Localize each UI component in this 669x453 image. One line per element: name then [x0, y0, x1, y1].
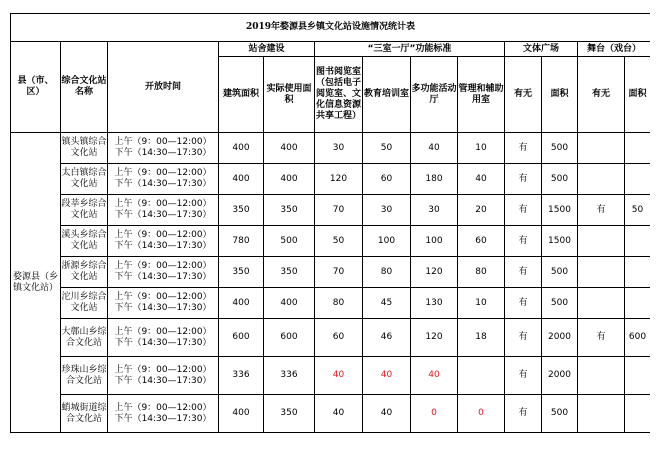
afternoon-hours: 下午（14:30—17:30）	[114, 337, 212, 348]
reading-room-cell: 80	[315, 288, 363, 319]
county-cell: 婺源县（乡镇文化站）	[11, 133, 61, 433]
square-has-cell: 有	[505, 288, 542, 319]
table-row	[11, 395, 651, 433]
reading-room-cell: 50	[315, 226, 363, 257]
station-name-cell: 浙源乡综合文化站	[61, 257, 108, 288]
used-area-cell: 500	[264, 226, 315, 257]
stage-has-cell	[578, 164, 625, 195]
building-area-cell: 400	[219, 164, 264, 195]
building-area-cell: 600	[219, 319, 264, 357]
square-area-cell: 1500	[542, 226, 578, 257]
table-row	[11, 195, 651, 226]
stage-area-cell	[625, 357, 651, 395]
stage-has-cell: 有	[578, 319, 625, 357]
square-has-cell: 有	[505, 133, 542, 164]
morning-hours: 上午（9：00—12:00）	[114, 137, 212, 147]
management-room-cell: 18	[458, 319, 505, 357]
table-row	[11, 357, 651, 395]
stage-has-cell: 有	[578, 195, 625, 226]
used-area-cell: 350	[264, 395, 315, 433]
station-name-cell: 镇头镇综合文化站	[61, 133, 108, 164]
statistics-sheet	[10, 13, 650, 453]
station-name-cell: 大鄣山乡综合文化站	[61, 319, 108, 357]
multi-function-hall-cell: 130	[411, 288, 458, 319]
training-room-cell: 80	[363, 257, 411, 288]
used-area-cell: 400	[264, 133, 315, 164]
stage-area-cell	[625, 257, 651, 288]
morning-hours: 上午（9：00—12:00）	[114, 199, 212, 209]
building-area-cell: 780	[219, 226, 264, 257]
table-title: 2019年婺源县乡镇文化站设施情况统计表	[11, 14, 651, 42]
square-area-cell: 500	[542, 395, 578, 433]
square-area-cell: 500	[542, 257, 578, 288]
stage-area-cell: 50	[625, 195, 651, 226]
square-has-cell: 有	[505, 226, 542, 257]
reading-room-cell: 70	[315, 195, 363, 226]
management-room-cell: 40	[458, 164, 505, 195]
management-room-cell: 20	[458, 195, 505, 226]
square-has-cell: 有	[505, 195, 542, 226]
used-area-cell: 336	[264, 357, 315, 395]
reading-room-cell: 120	[315, 164, 363, 195]
management-room-cell: 0	[458, 395, 505, 433]
stage-has-cell	[578, 226, 625, 257]
management-room-cell: 10	[458, 133, 505, 164]
afternoon-hours: 下午（14:30—17:30）	[114, 148, 212, 158]
training-room-cell: 100	[363, 226, 411, 257]
header-rooms-group: “三室一厅”功能标准	[315, 42, 505, 57]
stage-has-cell	[578, 395, 625, 433]
reading-room-cell: 70	[315, 257, 363, 288]
header-opening-hours: 开放时间	[108, 42, 219, 133]
square-has-cell: 有	[505, 319, 542, 357]
used-area-cell: 400	[264, 288, 315, 319]
opening-hours-cell	[108, 257, 219, 288]
building-area-cell: 336	[219, 357, 264, 395]
header-multi-function-hall: 多功能活动厅	[411, 57, 458, 133]
reading-room-cell: 30	[315, 133, 363, 164]
morning-hours: 上午（9：00—12:00）	[114, 402, 212, 413]
stage-area-cell	[625, 133, 651, 164]
header-building-group: 站舍建设	[219, 42, 315, 57]
stage-area-cell	[625, 226, 651, 257]
building-area-cell: 400	[219, 288, 264, 319]
morning-hours: 上午（9：00—12:00）	[114, 326, 212, 337]
header-square-area: 面积	[542, 57, 578, 133]
station-name-cell: 溪头乡综合文化站	[61, 226, 108, 257]
multi-function-hall-cell: 120	[411, 319, 458, 357]
header-used-area: 实际使用面积	[264, 57, 315, 133]
building-area-cell: 350	[219, 195, 264, 226]
training-room-cell: 46	[363, 319, 411, 357]
opening-hours-cell	[108, 226, 219, 257]
header-stage-has: 有无	[578, 57, 625, 133]
afternoon-hours: 下午（14:30—17:30）	[114, 303, 212, 313]
stage-has-cell	[578, 288, 625, 319]
training-room-cell: 40	[363, 357, 411, 395]
square-area-cell: 2000	[542, 319, 578, 357]
morning-hours: 上午（9：00—12:00）	[114, 292, 212, 302]
morning-hours: 上午（9：00—12:00）	[114, 364, 212, 375]
opening-hours-cell	[108, 164, 219, 195]
multi-function-hall-cell: 180	[411, 164, 458, 195]
management-room-cell	[458, 357, 505, 395]
used-area-cell: 400	[264, 164, 315, 195]
square-area-cell: 1500	[542, 195, 578, 226]
square-has-cell: 有	[505, 357, 542, 395]
stage-area-cell	[625, 395, 651, 433]
afternoon-hours: 下午（14:30—17:30）	[114, 179, 212, 189]
square-area-cell: 500	[542, 164, 578, 195]
building-area-cell: 350	[219, 257, 264, 288]
training-room-cell: 40	[363, 395, 411, 433]
stage-area-cell	[625, 288, 651, 319]
multi-function-hall-cell: 30	[411, 195, 458, 226]
facility-table	[10, 13, 650, 433]
training-room-cell: 45	[363, 288, 411, 319]
stage-area-cell	[625, 164, 651, 195]
morning-hours: 上午（9：00—12:00）	[114, 261, 212, 271]
header-stage-area: 面积	[625, 57, 651, 133]
management-room-cell: 10	[458, 288, 505, 319]
building-area-cell: 400	[219, 395, 264, 433]
square-has-cell: 有	[505, 257, 542, 288]
stage-has-cell	[578, 133, 625, 164]
multi-function-hall-cell: 120	[411, 257, 458, 288]
header-management-room: 管理和辅助用室	[458, 57, 505, 133]
table-row	[11, 164, 651, 195]
stage-has-cell	[578, 257, 625, 288]
header-station-name: 综合文化站名称	[61, 42, 108, 133]
afternoon-hours: 下午（14:30—17:30）	[114, 210, 212, 220]
table-row	[11, 226, 651, 257]
training-room-cell: 50	[363, 133, 411, 164]
table-row	[11, 257, 651, 288]
opening-hours-cell	[108, 195, 219, 226]
square-has-cell: 有	[505, 164, 542, 195]
training-room-cell: 30	[363, 195, 411, 226]
header-square-has: 有无	[505, 57, 542, 133]
header-training-room: 教育培训室	[363, 57, 411, 133]
header-square-group: 文体广场	[505, 42, 578, 57]
reading-room-cell: 40	[315, 357, 363, 395]
afternoon-hours: 下午（14:30—17:30）	[114, 272, 212, 282]
morning-hours: 上午（9：00—12:00）	[114, 168, 212, 178]
opening-hours-cell	[108, 288, 219, 319]
reading-room-cell: 40	[315, 395, 363, 433]
square-area-cell: 2000	[542, 357, 578, 395]
afternoon-hours: 下午（14:30—17:30）	[114, 413, 212, 424]
reading-room-cell: 60	[315, 319, 363, 357]
multi-function-hall-cell: 40	[411, 133, 458, 164]
training-room-cell: 60	[363, 164, 411, 195]
station-name-cell: 太白镇综合文化站	[61, 164, 108, 195]
station-name-cell: 沱川乡综合文化站	[61, 288, 108, 319]
header-county: 县（市、区）	[11, 42, 61, 133]
management-room-cell: 80	[458, 257, 505, 288]
opening-hours-cell	[108, 133, 219, 164]
opening-hours-cell	[108, 357, 219, 395]
morning-hours: 上午（9：00—12:00）	[114, 230, 212, 240]
used-area-cell: 350	[264, 257, 315, 288]
table-row	[11, 319, 651, 357]
square-area-cell: 500	[542, 288, 578, 319]
square-area-cell: 500	[542, 133, 578, 164]
multi-function-hall-cell: 100	[411, 226, 458, 257]
afternoon-hours: 下午（14:30—17:30）	[114, 241, 212, 251]
table-row	[11, 133, 651, 164]
afternoon-hours: 下午（14:30—17:30）	[114, 375, 212, 386]
multi-function-hall-cell: 0	[411, 395, 458, 433]
opening-hours-cell	[108, 319, 219, 357]
opening-hours-cell	[108, 395, 219, 433]
multi-function-hall-cell: 40	[411, 357, 458, 395]
station-name-cell: 珍珠山乡综合文化站	[61, 357, 108, 395]
header-reading-room: 图书阅览室（包括电子阅览室、文化信息资源共享工程）	[315, 57, 363, 133]
used-area-cell: 350	[264, 195, 315, 226]
square-has-cell: 有	[505, 395, 542, 433]
header-stage-group: 舞台（戏台）	[578, 42, 651, 57]
used-area-cell: 600	[264, 319, 315, 357]
management-room-cell: 60	[458, 226, 505, 257]
station-name-cell: 段莘乡综合文化站	[61, 195, 108, 226]
building-area-cell: 400	[219, 133, 264, 164]
stage-area-cell: 600	[625, 319, 651, 357]
stage-has-cell	[578, 357, 625, 395]
table-row	[11, 288, 651, 319]
station-name-cell: 蛸城街道综合文化站	[61, 395, 108, 433]
header-building-area: 建筑面积	[219, 57, 264, 133]
